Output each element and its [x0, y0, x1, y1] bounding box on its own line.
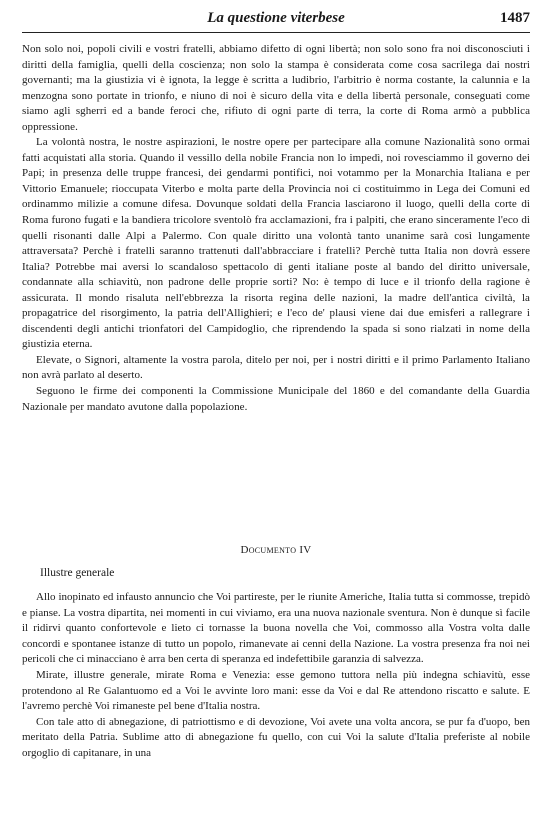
doc-paragraph-1: Allo inopinato ed infausto annuncio che Voi partireste, per le riunite Americhe, Italia tutta si commosse, trepidò e pianse. La vostra dipartita, nei momenti in cui viviamo, era una nuova nazionale sventura. Non è dunque sì facile il ridirvi quanto confortevole e lieto ci tornasse la buona novella che Voi, commosso alla Vostra volta dalle concordi e spontanee istanze di tutto un popolo, rimanevate ai cenni della Nazione. La vostra presenza fra noi nei pericoli che ci minacciano è arra ben certa di speranza ed indefettibile garanzia di salvezza. [22, 591, 530, 666]
page-header [22, 10, 530, 33]
doc-paragraph-3: Con tale atto di abnegazione, di patriottismo e di devozione, Voi avete una volta ancora, se pur fa d'uopo, ben meritato della Patria. Sublime atto di abnegazione fu quello, con cui Voi la salute d'Italia preferiste al nobile orgoglio di capitanare, in una [22, 715, 530, 759]
main-text [22, 42, 530, 415]
document-heading [22, 544, 530, 556]
salutation: Illustre generale [40, 567, 115, 579]
document-text [22, 590, 530, 762]
paragraph-4: Seguono le firme dei componenti la Commissione Municipale del 1860 e del comandante della Guardia Nazionale per mandato avutone dalla popolazione. [22, 385, 530, 413]
document-heading-text: Documento IV [240, 544, 312, 556]
running-title: La questione viterbese [207, 10, 345, 26]
page-number: 1487 [500, 10, 530, 26]
paragraph-3: Elevate, o Signori, altamente la vostra parola, ditelo per noi, per i nostri diritti e il primo Parlamento Italiano non avrà parlato al deserto. [22, 353, 530, 382]
paragraph-1: Non solo noi, popoli civili e vostri fratelli, abbiamo difetto di ogni libertà; non solo sono fra noi disconosciuti i diritti della famiglia, quelli della coscienza; non solo la stampa è considerata come cosa sacrilega dai nostri governanti; ma la giustizia vi è ignota, la legge è scritta a ludibrio, l'arbitrio è norma costante, la calunnia e la menzogna sono portate in trionfo, e niuno di noi è sicuro della vita e della libertà personale, conseguati come siamo agli sgherri ed a bande feroci che, rifiuto di ogni parte di terra, la corte di Roma armò a pubblica oppressione. [22, 43, 530, 133]
paragraph-2: La volontà nostra, le nostre aspirazioni, le nostre opere per partecipare alla comune Nazionalità sono ormai fatti acquistati alla storia. Quando il vessillo della nobile Francia non lo impedì, noi rovesciammo il governo dei Papi; in presenza delle truppe francesi, dei gendarmi pontifici, noi votammo per la Monarchia Italiana e per Vittorio Emanuele; rioccupata Viterbo e molta parte della Provincia noi ci costituimmo in Lega dei Comuni ed ordinammo milizie a comune difesa. Dovunque soldati della Francia lasciarono il luogo, quelli della corte di Roma furono fugati e la bandiera tricolore sventolò fra acclamazioni, fra i palpiti, che erano sinceramente l'eco di quelli risonanti dalle Alpi a Palermo. Con quale diritto una volontà tanto unanime sarà così lungamente attraversata? Perchè i fratelli saranno trattenuti dall'abbracciare i fratelli? Perchè tutta Italia non dovrà essere Italia? Potrebbe mai aversi lo scandaloso spettacolo di genti italiane poste al bando del diritto universale, condannate alla schiavitù, non padrone delle proprie sorti? No: è tempo di luce e il trionfo della ragione è assicurata. Il mondo risaluta nell'ebbrezza la risorta regina delle nazioni, la madre dell'antica civiltà, la propagatrice del risorgimento, la patria dell'Allighieri; e l'eco de' plausi viene dai due emisferi a rallegrare i discendenti degli antichi trionfatori del Campidoglio, che riprendendo la spada si sono rialzati in nome della giustizia eterna. [22, 136, 530, 351]
doc-paragraph-2: Mirate, illustre generale, mirate Roma e Venezia: esse gemono tuttora nella più indegna schiavitù, esse protendono al Re Galantuomo ed a Voi le avvinte loro mani: esse da Voi e dal Re attendono riscatto e salute. E l'avremo perchè Voi rimaneste pel bene d'Italia nostra. [22, 668, 530, 713]
